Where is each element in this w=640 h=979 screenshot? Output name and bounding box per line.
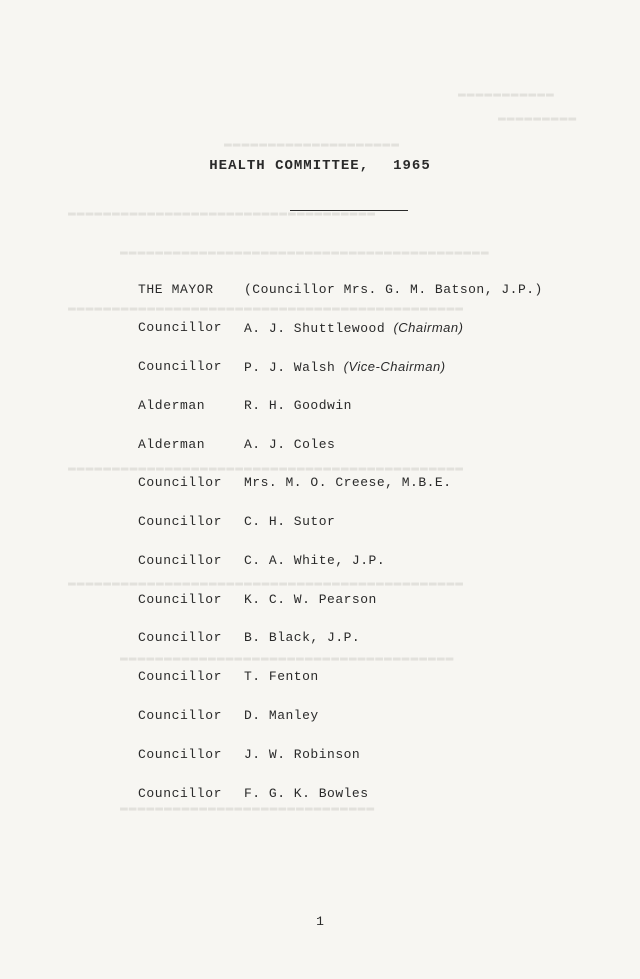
show-through-line: ▬▬▬▬▬▬▬▬▬▬▬▬▬▬▬▬▬▬▬▬▬▬▬▬▬▬▬▬▬▬▬▬▬▬▬▬▬▬▬▬▬▬▬▬▬ [68,300,465,315]
member-name-group [244,708,319,723]
member-role: Councillor [138,359,223,374]
show-through-line: ▬▬▬▬▬▬▬▬▬ [498,110,578,125]
member-row [0,282,640,302]
member-name: B. Black, J.P. [244,630,361,645]
member-role: Councillor [138,630,223,645]
member-name: J. W. Robinson [244,747,361,762]
member-role: Councillor [138,514,223,529]
member-role: THE MAYOR [138,282,214,297]
member-role: Councillor [138,320,223,335]
member-name-group [244,630,360,645]
member-name: (Councillor Mrs. G. M. Batson, J.P.) [244,282,543,297]
show-through-line: ▬▬▬▬▬▬▬▬▬▬▬▬▬▬▬▬▬▬▬▬▬▬▬▬▬▬▬▬▬▬▬▬▬▬▬▬▬▬▬▬▬▬▬▬▬ [68,460,465,475]
member-name-group [244,475,452,490]
member-role: Councillor [138,708,223,723]
member-row [0,359,640,379]
member-name-group [244,398,352,413]
show-through-line: ▬▬▬▬▬▬▬▬▬▬▬▬▬▬▬▬▬▬▬▬▬▬▬▬▬▬▬▬▬▬▬▬▬▬▬▬▬▬▬▬▬▬▬▬▬ [68,575,465,590]
member-name: K. C. W. Pearson [244,592,377,607]
member-role: Councillor [138,475,223,490]
member-name-group [244,786,369,801]
member-name: A. J. Shuttlewood [244,321,386,336]
member-role: Alderman [138,398,206,413]
page-title [0,158,640,174]
member-role: Councillor [138,669,223,684]
show-through-line: ▬▬▬▬▬▬▬▬▬▬▬ [458,86,555,101]
member-name-group [244,437,335,452]
member-role: Councillor [138,786,223,801]
title-underline [290,210,408,211]
member-name: Mrs. M. O. Creese, M.B.E. [244,475,452,490]
member-name-group [244,592,377,607]
member-name: D. Manley [244,708,319,723]
member-name: T. Fenton [244,669,319,684]
member-row [0,747,640,767]
member-row [0,475,640,495]
member-name: P. J. Walsh [244,360,336,375]
member-role: Councillor [138,553,223,568]
member-name-group [244,514,335,529]
show-through-line: ▬▬▬▬▬▬▬▬▬▬▬▬▬▬▬▬▬▬▬▬▬▬▬▬▬▬▬▬▬▬▬▬▬▬▬▬▬▬▬▬▬▬ [120,244,490,259]
member-name-group [244,359,446,375]
member-office-note: (Vice-Chairman) [343,359,446,374]
member-name: F. G. K. Bowles [244,786,369,801]
show-through-line: ▬▬▬▬▬▬▬▬▬▬▬▬▬▬▬▬▬▬▬▬▬▬▬▬▬▬▬▬▬▬▬▬▬▬▬ [68,205,377,220]
member-role: Councillor [138,747,223,762]
member-row [0,553,640,573]
member-row [0,708,640,728]
member-name-group [244,669,319,684]
member-name: C. H. Sutor [244,514,336,529]
member-name: R. H. Goodwin [244,398,352,413]
show-through-line: ▬▬▬▬▬▬▬▬▬▬▬▬▬▬▬▬▬▬▬▬▬▬▬▬▬▬▬▬▬▬▬▬▬▬▬▬▬▬ [120,650,455,665]
member-row [0,514,640,534]
member-name-group [244,282,543,297]
member-role: Alderman [138,437,206,452]
committee-title: HEALTH COMMITTEE, [209,158,370,174]
member-name-group [244,553,385,568]
member-name: A. J. Coles [244,437,336,452]
member-row [0,786,640,806]
member-name-group [244,747,360,762]
show-through-line: ▬▬▬▬▬▬▬▬▬▬▬▬▬▬▬▬▬▬▬▬ [224,136,401,151]
member-name: C. A. White, J.P. [244,553,386,568]
member-row [0,630,640,650]
member-row [0,398,640,418]
member-row [0,592,640,612]
member-row [0,669,640,689]
committee-year: 1965 [393,158,431,174]
member-row [0,437,640,457]
member-row [0,320,640,340]
member-name-group [244,320,463,336]
page-number: 1 [316,914,324,929]
member-role: Councillor [138,592,223,607]
show-through-line: ▬▬▬▬▬▬▬▬▬▬▬▬▬▬▬▬▬▬▬▬▬▬▬▬▬▬▬▬▬ [120,800,376,815]
member-office-note: (Chairman) [393,320,464,335]
